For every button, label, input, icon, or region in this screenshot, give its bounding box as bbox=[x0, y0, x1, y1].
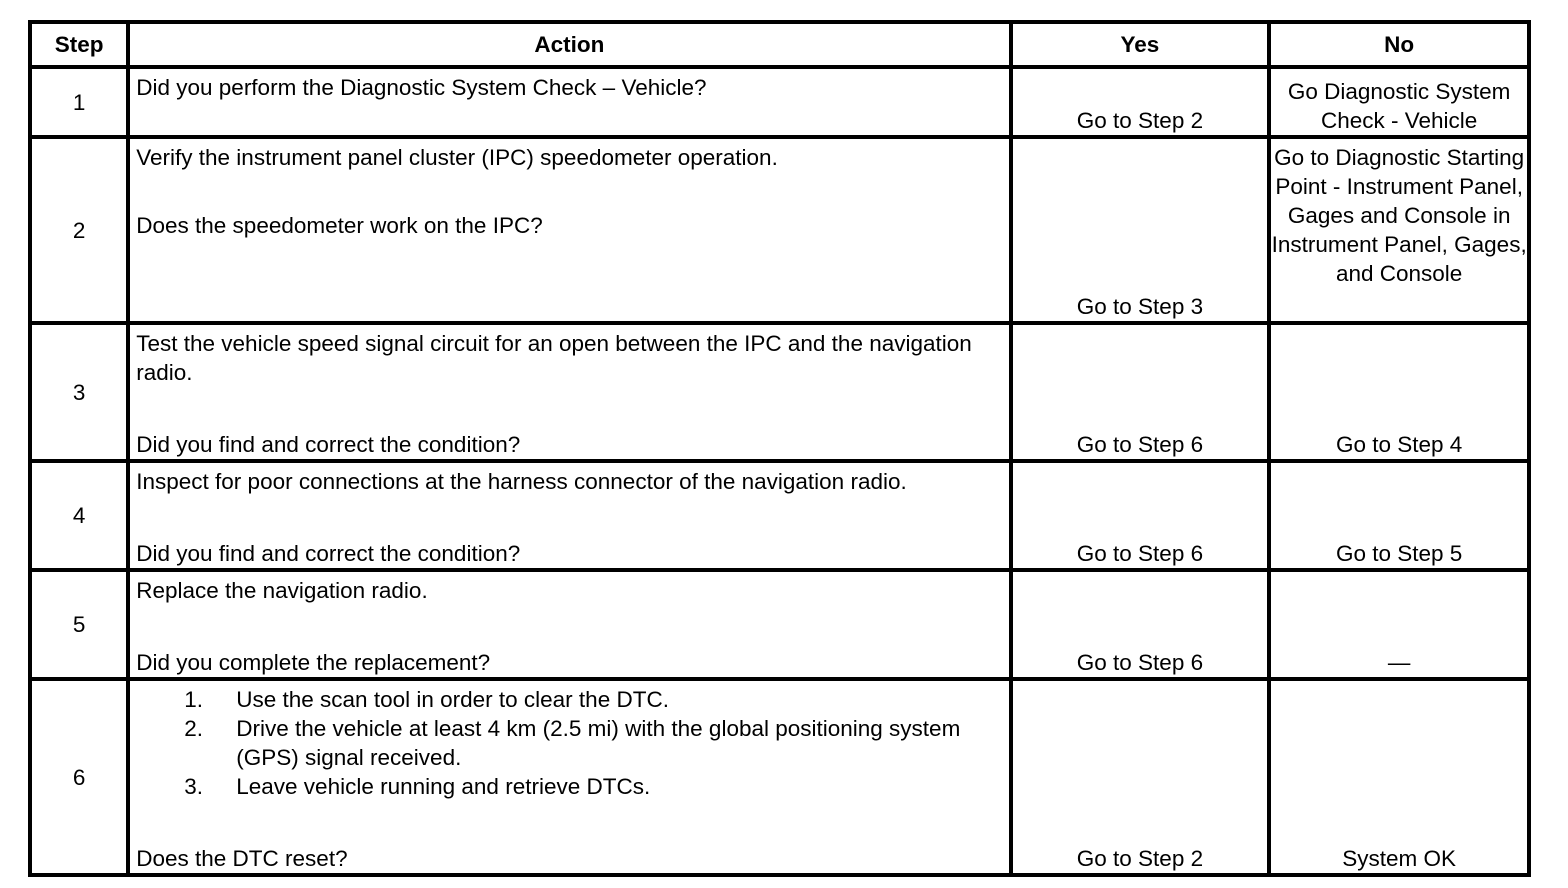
header-action: Action bbox=[128, 22, 1010, 67]
action-cell bbox=[128, 461, 1010, 570]
no-cell: — bbox=[1269, 570, 1529, 679]
yes-cell: Go to Step 2 bbox=[1011, 679, 1270, 875]
no-cell: System OK bbox=[1269, 679, 1529, 875]
action-question: Did you find and correct the condition? bbox=[136, 432, 521, 457]
step-number: 5 bbox=[30, 570, 128, 679]
header-no: No bbox=[1269, 22, 1529, 67]
no-cell: Go to Step 5 bbox=[1269, 461, 1529, 570]
step-number: 2 bbox=[30, 137, 128, 323]
table-row bbox=[30, 67, 1529, 137]
table-row bbox=[30, 570, 1529, 679]
header-step: Step bbox=[30, 22, 128, 67]
yes-cell: Go to Step 6 bbox=[1011, 461, 1270, 570]
yes-cell: Go to Step 6 bbox=[1011, 323, 1270, 461]
header-yes: Yes bbox=[1011, 22, 1270, 67]
list-item-text: Leave vehicle running and retrieve DTCs. bbox=[236, 774, 651, 799]
action-cell bbox=[128, 570, 1010, 679]
action-cell bbox=[128, 137, 1010, 323]
header-row bbox=[30, 22, 1529, 67]
list-item bbox=[184, 685, 1002, 714]
yes-cell: Go to Step 3 bbox=[1011, 137, 1270, 323]
action-text: Did you perform the Diagnostic System Check – Vehicle? bbox=[136, 75, 707, 100]
list-item-text: Drive the vehicle at least 4 km (2.5 mi) with the global positioning system (GPS) signal received. bbox=[236, 716, 961, 770]
table-row bbox=[30, 461, 1529, 570]
action-cell bbox=[128, 679, 1010, 875]
action-text: Verify the instrument panel cluster (IPC) speedometer operation. bbox=[136, 145, 778, 170]
action-question: Did you find and correct the condition? bbox=[136, 541, 521, 566]
table-row bbox=[30, 679, 1529, 875]
table-row bbox=[30, 137, 1529, 323]
yes-cell: Go to Step 2 bbox=[1011, 67, 1270, 137]
action-text: Test the vehicle speed signal circuit for an open between the IPC and the navigation radio. bbox=[136, 331, 972, 385]
step-number: 6 bbox=[30, 679, 128, 875]
list-item-number: 2. bbox=[184, 716, 204, 741]
list-item bbox=[184, 714, 1002, 772]
action-question: Did you complete the replacement? bbox=[136, 650, 491, 675]
step-number: 3 bbox=[30, 323, 128, 461]
action-question: Does the DTC reset? bbox=[136, 846, 348, 871]
yes-cell: Go to Step 6 bbox=[1011, 570, 1270, 679]
action-question: Does the speedometer work on the IPC? bbox=[136, 213, 543, 238]
no-cell: Go Diagnostic System Check - Vehicle bbox=[1269, 67, 1529, 137]
list-item bbox=[184, 772, 1002, 801]
table-row bbox=[30, 323, 1529, 461]
action-cell bbox=[128, 323, 1010, 461]
no-cell: Go to Diagnostic Starting Point - Instrument Panel, Gages and Console in Instrument Panel, Gages, and Console bbox=[1269, 137, 1529, 323]
action-text: Inspect for poor connections at the harness connector of the navigation radio. bbox=[136, 469, 907, 494]
no-cell: Go to Step 4 bbox=[1269, 323, 1529, 461]
list-item-number: 1. bbox=[184, 687, 204, 712]
step-number: 4 bbox=[30, 461, 128, 570]
action-cell bbox=[128, 67, 1010, 137]
action-step-list bbox=[136, 685, 1002, 801]
list-item-number: 3. bbox=[184, 774, 204, 799]
list-item-text: Use the scan tool in order to clear the DTC. bbox=[236, 687, 669, 712]
step-number: 1 bbox=[30, 67, 128, 137]
diagnostic-table bbox=[28, 20, 1531, 877]
action-text: Replace the navigation radio. bbox=[136, 578, 428, 603]
